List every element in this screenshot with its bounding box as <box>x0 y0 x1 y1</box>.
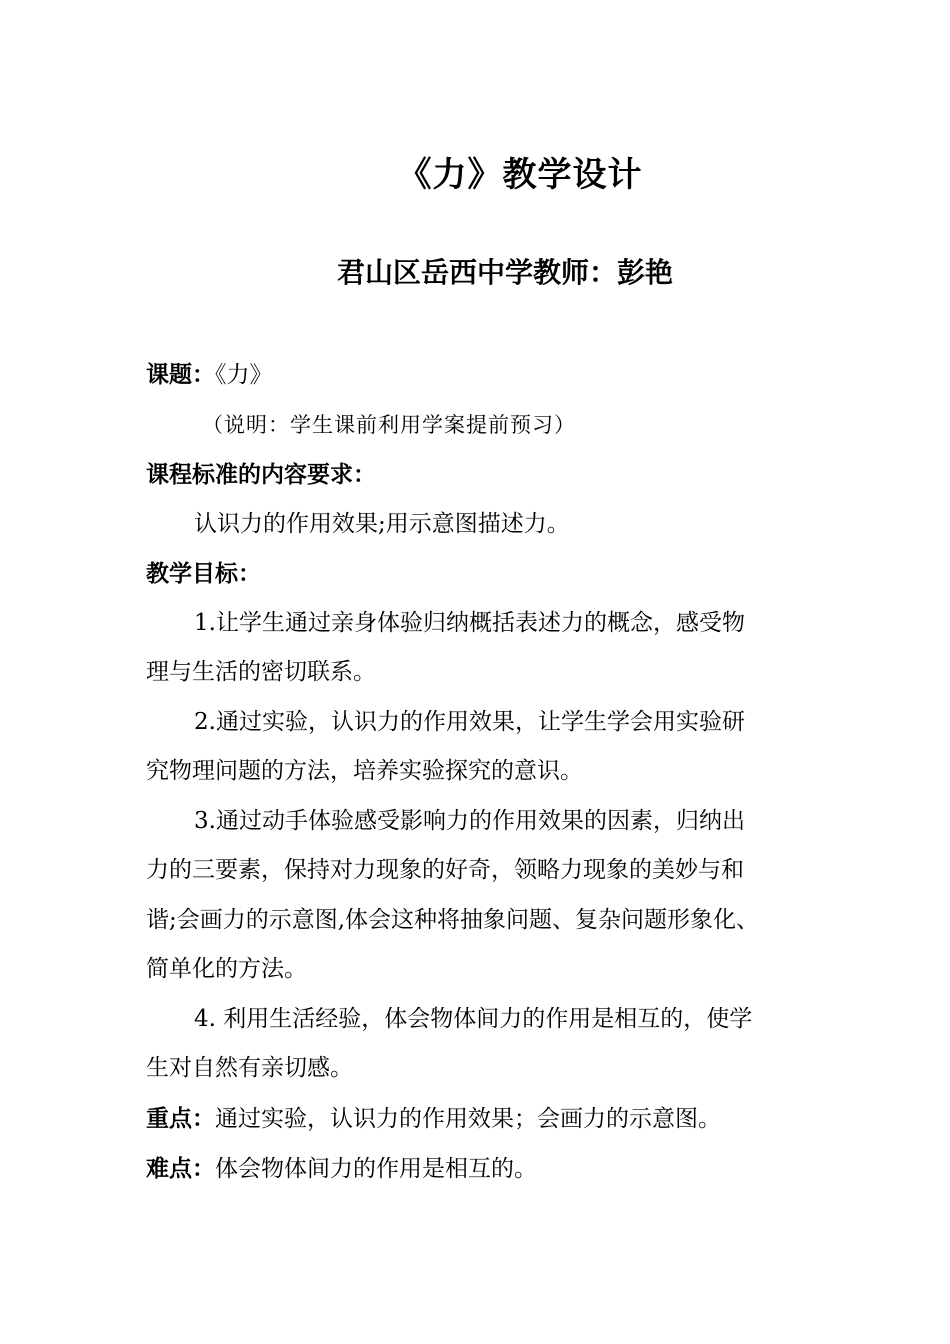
goal-4-line-2: 生对自然有亲切感。 <box>146 1055 353 1081</box>
topic-value: 《力》 <box>215 362 273 388</box>
goal-1-line-1: 1.让学生通过亲身体验归纳概括表述力的概念，感受物 <box>194 609 745 636</box>
preview-note: （说明：学生课前利用学案提前预习） <box>202 412 576 437</box>
standard-text: 认识力的作用效果;用示意图描述力。 <box>194 510 570 537</box>
topic-line <box>146 350 826 401</box>
topic-label: 课题： <box>146 361 215 388</box>
key-point-label: 重点： <box>146 1104 215 1132</box>
goal-3-line-3: 谐;会画力的示意图,体会这种将抽象问题、复杂问题形象化、 <box>146 906 760 933</box>
key-point-text: 通过实验，认识力的作用效果；会画力的示意图。 <box>215 1105 721 1132</box>
goal-item-1 <box>146 599 826 698</box>
goal-3-line-4: 简单化的方法。 <box>146 956 307 982</box>
goal-item-4 <box>146 995 826 1094</box>
goals-label: 教学目标： <box>146 560 261 587</box>
difficulty-text: 体会物体间力的作用是相互的。 <box>215 1156 537 1182</box>
difficulty-line <box>146 1144 826 1195</box>
goal-2-line-1: 2.通过实验，认识力的作用效果，让学生学会用实验研 <box>194 708 745 735</box>
standard-label: 课程标准的内容要求： <box>146 461 376 488</box>
goal-2-line-2: 究物理问题的方法，培养实验探究的意识。 <box>146 758 583 784</box>
goal-item-2 <box>146 698 826 797</box>
goal-1-line-2: 理与生活的密切联系。 <box>146 659 376 685</box>
key-point-line <box>146 1094 826 1145</box>
goal-item-3 <box>146 797 826 995</box>
document-title: 《力》教学设计 <box>397 155 643 195</box>
goal-3-line-2: 力的三要素，保持对力现象的好奇，领略力现象的美妙与和 <box>146 857 744 883</box>
difficulty-label: 难点： <box>146 1155 215 1182</box>
author-line: 君山区岳西中学教师：彭艳 <box>336 256 673 289</box>
document-body <box>146 350 826 1195</box>
goal-4-line-1: 4. 利用生活经验，体会物体间力的作用是相互的，使学 <box>194 1005 753 1032</box>
goal-3-line-1: 3.通过动手体验感受影响力的作用效果的因素，归纳出 <box>194 807 745 834</box>
